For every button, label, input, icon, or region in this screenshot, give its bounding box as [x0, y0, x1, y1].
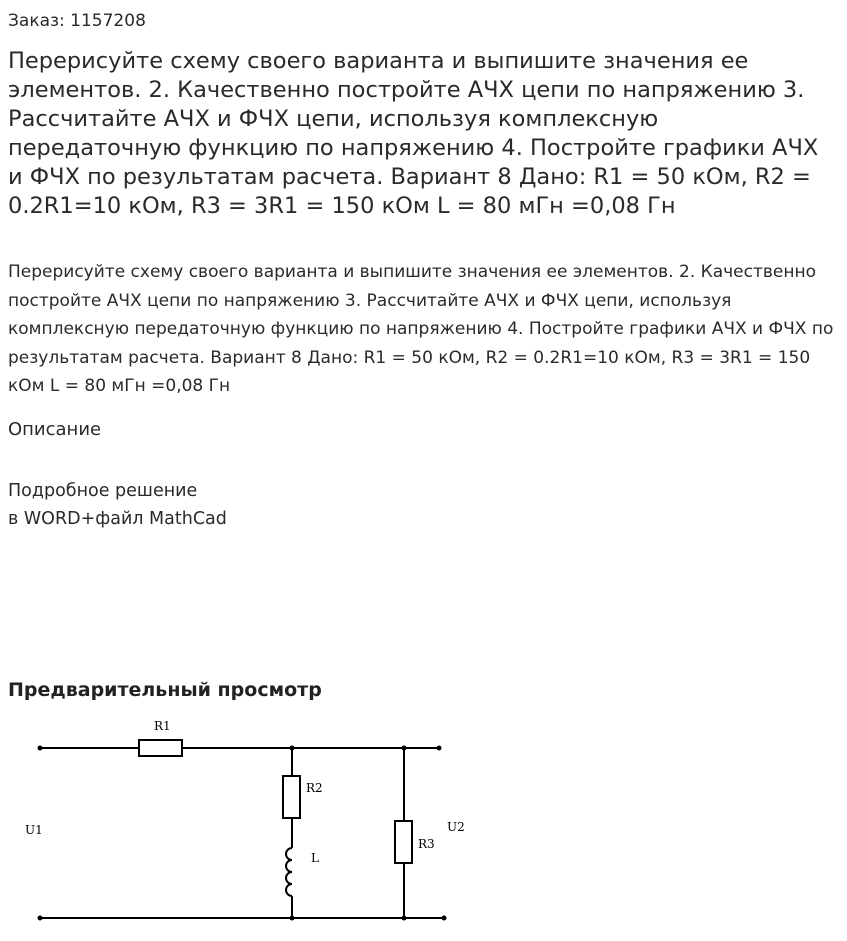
- node-r2-top: [290, 746, 295, 751]
- terminal-out-bottom: [442, 916, 447, 921]
- description-line-2: в WORD+файл MathCad: [8, 509, 227, 529]
- description-heading: Описание: [8, 419, 102, 440]
- description-line-1: Подробное решение: [8, 481, 198, 501]
- order-number: Заказ: 1157208: [8, 11, 146, 31]
- circuit-diagram: [8, 700, 465, 935]
- resistor-r3: [395, 821, 412, 863]
- inductor-l: [286, 848, 292, 896]
- page-title: Перерисуйте схему своего варианта и выпишите значения ее элементов. 2. Качественно постройте АЧХ цепи по напряжению 3. Рассчитайте АЧХ и ФЧХ цепи, используя комплексную передаточную функцию по напряжению 4. Постройте графики АЧХ и ФЧХ по результатам расчета. Вариант 8 Дано: R1 = 50 кОм, R2 = 0.2R1=10 кОм, R3 = 3R1 = 150 кОм L = 80 мГн =0,08 Гн: [8, 48, 819, 219]
- resistor-r1: [139, 740, 182, 756]
- terminal-in-bottom: [38, 916, 43, 921]
- label-r3: R3: [418, 837, 435, 851]
- terminal-in-top: [38, 746, 43, 751]
- label-u2: U2: [447, 820, 465, 834]
- node-l-bottom: [290, 916, 295, 921]
- resistor-r2: [283, 776, 300, 818]
- label-r1: R1: [154, 719, 171, 733]
- task-summary: Перерисуйте схему своего варианта и выпишите значения ее элементов. 2. Качественно постройте АЧХ цепи по напряжению 3. Рассчитайте АЧХ и ФЧХ цепи, используя комплексную передаточную функцию по напряжению 4. Постройте графики АЧХ и ФЧХ по результатам расчета. Вариант 8 Дано: R1 = 50 кОм, R2 = 0.2R1=10 кОм, R3 = 3R1 = 150 кОм L = 80 мГн =0,08 Гн: [8, 262, 834, 396]
- label-r2: R2: [306, 781, 323, 795]
- node-r3-bottom: [402, 916, 407, 921]
- preview-heading: Предварительный просмотр: [8, 679, 322, 701]
- node-r3-top: [402, 746, 407, 751]
- terminal-out-top: [437, 746, 442, 751]
- label-u1: U1: [25, 823, 43, 837]
- label-l: L: [311, 851, 319, 865]
